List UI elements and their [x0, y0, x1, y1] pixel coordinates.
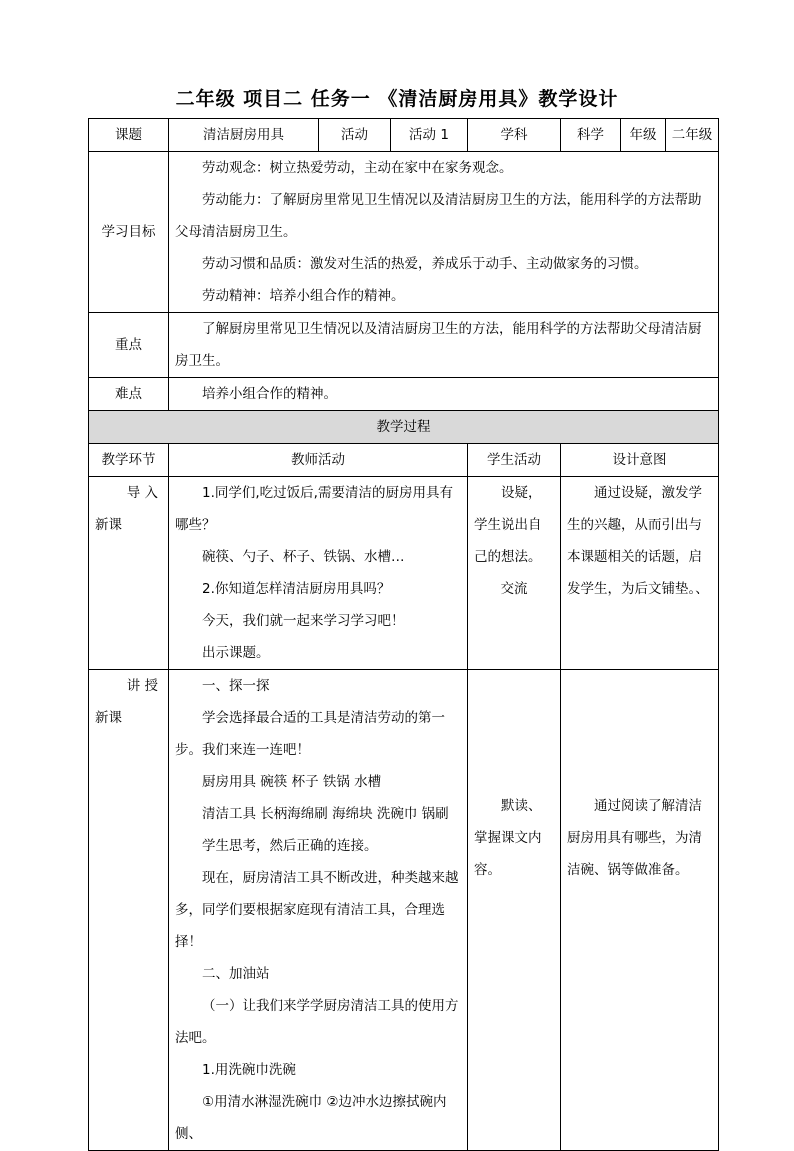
- key-point-text: 了解厨房里常见卫生情况以及清洁厨房卫生的方法，能用科学的方法帮助父母清洁厨房卫生。: [169, 313, 719, 378]
- process-heading: 教学过程: [89, 411, 719, 444]
- teacher-line: 1.用洗碗巾洗碗: [202, 1062, 296, 1078]
- grade-value: 二年级: [666, 119, 719, 152]
- teacher-line: 1.同学们,吃过饭后,需要清洁的厨房用具有哪些？: [175, 485, 453, 533]
- topic-value: 清洁厨房用具: [169, 119, 319, 152]
- teacher-line: 2.你知道怎样清洁厨房用具吗？: [202, 581, 391, 597]
- difficulty-label: 难点: [89, 378, 169, 411]
- teacher-line: 出示课题。: [202, 645, 270, 661]
- teacher-line: 清洁工具 长柄海绵刷 海绵块 洗碗巾 锅刷: [202, 806, 449, 822]
- goal-item: 劳动精神：培养小组合作的精神。: [202, 288, 405, 304]
- activity-value: 活动 1: [391, 119, 468, 152]
- teacher-line: 现在，厨房清洁工具不断改进，种类越来越多，同学们要根据家庭现有清洁工具，合理选择！: [175, 870, 459, 950]
- intro-teacher: [169, 477, 468, 670]
- key-point-label: 重点: [89, 313, 169, 378]
- grade-label: 年级: [621, 119, 666, 152]
- teacher-line: 今天，我们就一起来学习学习吧！: [202, 613, 405, 629]
- teacher-line: 学生思考，然后正确的连接。: [202, 838, 378, 854]
- difficulty-text: 培养小组合作的精神。: [169, 378, 719, 411]
- topic-label: 课题: [89, 119, 169, 152]
- goal-item: 劳动能力：了解厨房里常见卫生情况以及清洁厨房卫生的方法，能用科学的方法帮助父母清洁厨房卫生。: [175, 192, 702, 240]
- col-design-header: 设计意图: [561, 444, 719, 477]
- teacher-line: ①用清水淋湿洗碗巾 ②边冲水边擦拭碗内侧、: [175, 1094, 447, 1142]
- intro-student: 设疑，学生说出自己的想法。 交流: [468, 477, 561, 670]
- goals-label: 学习目标: [89, 152, 169, 313]
- col-stage-header: 教学环节: [89, 444, 169, 477]
- teacher-line: 厨房用具 碗筷 杯子 铁锅 水槽: [202, 774, 382, 790]
- goal-item: 劳动观念：树立热爱劳动，主动在家中在家务观念。: [202, 160, 513, 176]
- intro-stage: 导 入 新课: [89, 477, 169, 670]
- lesson-plan-table: [88, 118, 719, 1151]
- teacher-line: 一、探一探: [202, 678, 270, 694]
- col-teacher-header: 教师活动: [169, 444, 468, 477]
- lecture-teacher: [169, 670, 468, 1151]
- goals-content: [169, 152, 719, 313]
- subject-label: 学科: [468, 119, 561, 152]
- intro-design: 通过设疑，激发学生的兴趣，从而引出与本课题相关的话题，启发学生，为后文铺垫。、: [561, 477, 719, 670]
- teacher-line: 二、加油站: [202, 966, 270, 982]
- teacher-line: （一）让我们来学学厨房清洁工具的使用方法吧。: [175, 998, 459, 1046]
- lecture-student: 默读、掌握课文内容。: [468, 670, 561, 1151]
- teacher-line: 学会选择最合适的工具是清洁劳动的第一步。我们来连一连吧！: [175, 710, 445, 758]
- teacher-line: 碗筷、勺子、杯子、铁锅、水槽…: [202, 549, 405, 565]
- page-title: 二年级 项目二 任务一 《清洁厨房用具》教学设计: [175, 88, 619, 110]
- goal-item: 劳动习惯和品质：激发对生活的热爱，养成乐于动手、主动做家务的习惯。: [202, 256, 648, 272]
- subject-value: 科学: [561, 119, 621, 152]
- lecture-design: 通过阅读了解清洁厨房用具有哪些，为清洁碗、锅等做准备。: [561, 670, 719, 1151]
- activity-label: 活动: [319, 119, 391, 152]
- lecture-stage: 讲 授 新课: [89, 670, 169, 1151]
- col-student-header: 学生活动: [468, 444, 561, 477]
